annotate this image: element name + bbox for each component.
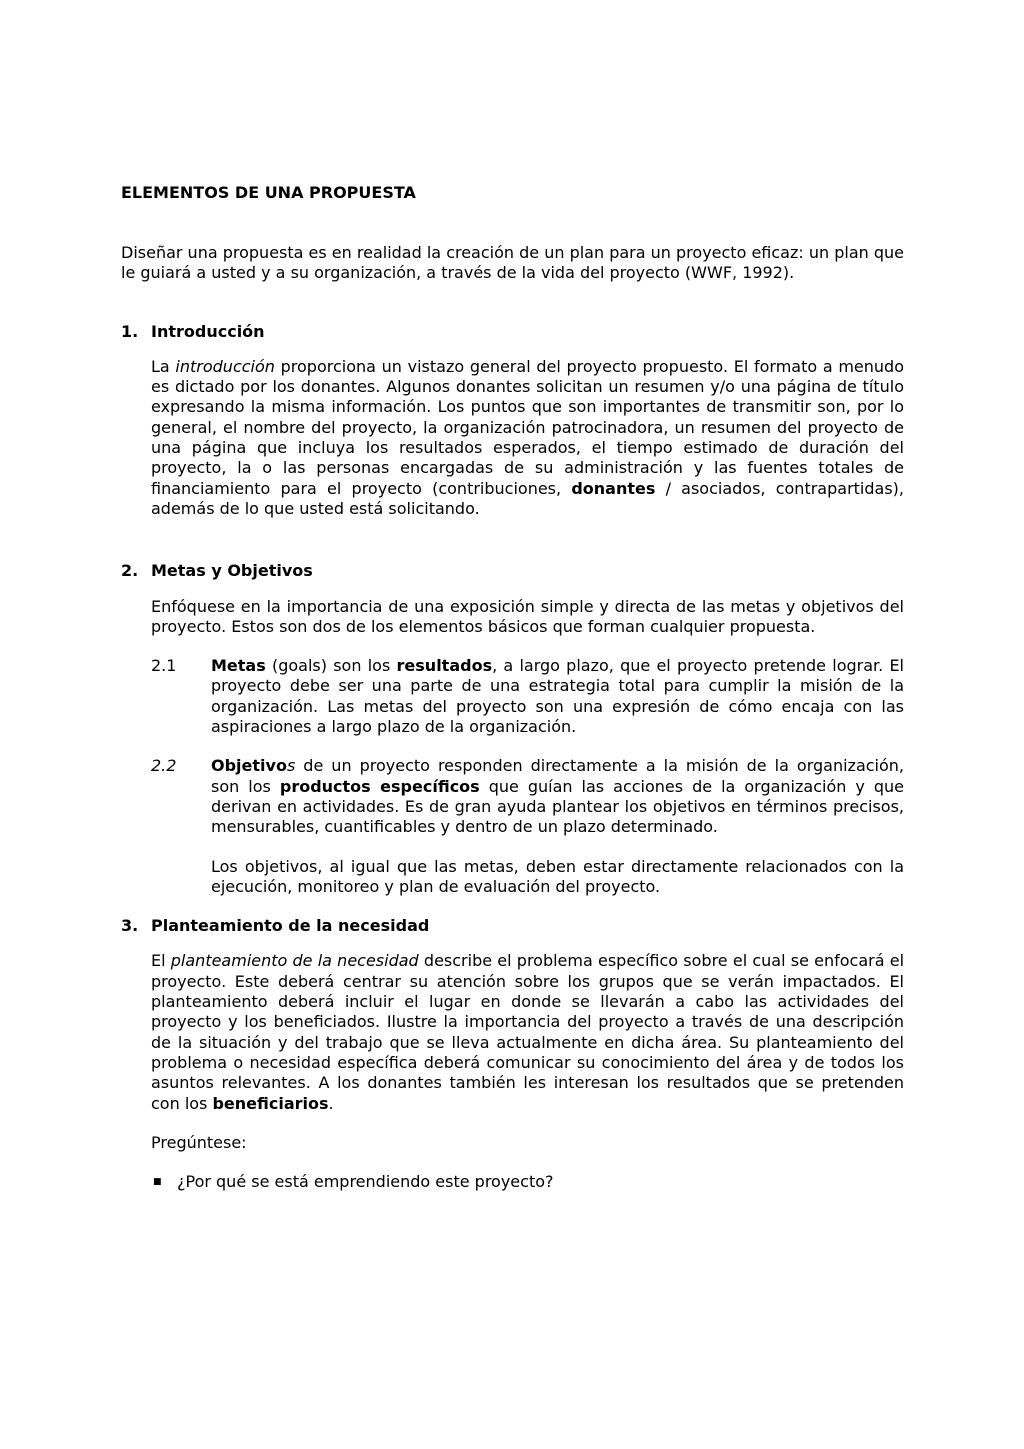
s3-text-c: . (328, 1093, 334, 1113)
section-1-title: Introducción (151, 321, 265, 341)
section-2-title: Metas y Objetivos (151, 561, 313, 581)
s22-text-b: que guían las acciones de la organización y que derivan en actividades. Es de gran ayuda plantear los objetivos en términos precisos, mensurables, cuantificables y dentro de un plazo determinado. (211, 776, 904, 837)
subsection-2-2 (151, 756, 904, 837)
subsection-2-2-paragraph (211, 756, 904, 837)
s3-bold: beneficiarios (212, 1093, 329, 1113)
section-1-heading (121, 322, 904, 342)
intro-paragraph: Diseñar una propuesta es en realidad la creación de un plan para un proyecto eficaz: un plan que le guiará a usted y a su organización, a través de la vida del proyecto (WWF, 1992). (121, 243, 904, 283)
s22-italic: s (286, 756, 296, 776)
ask-yourself-label: Pregúntese: (151, 1132, 247, 1152)
section-3-title: Planteamiento de la necesidad (151, 916, 430, 936)
section-1-paragraph (151, 357, 904, 519)
s1-bold: donantes (571, 478, 656, 498)
subsection-2-2-extra-paragraph: Los objetivos, al igual que las metas, deben estar directamente relacionados con la ejecución, monitoreo y plan de evaluación del proyecto. (211, 856, 904, 896)
subsection-2-1-paragraph (211, 656, 904, 737)
s1-text-a: La (151, 356, 176, 376)
document-title: ELEMENTOS DE UNA PROPUESTA (121, 183, 416, 202)
bullet-item (151, 1172, 904, 1192)
square-bullet-icon: ■ (153, 1177, 162, 1188)
subsection-2-1 (151, 656, 904, 737)
section-2-paragraph: Enfóquese en la importancia de una exposición simple y directa de las metas y objetivos del proyecto. Estos son dos de los elementos básicos que forman cualquier propuesta. (151, 596, 904, 636)
s1-emphasis: introducción (175, 356, 275, 376)
s22-bold-a: Objetivo (211, 756, 287, 776)
subsection-2-2-number: 2.2 (151, 756, 177, 776)
bullet-text: ¿Por qué se está emprendiendo este proyecto? (177, 1172, 554, 1192)
s3-text-b: describe el problema específico sobre el cual se enfocará el proyecto. Este deberá centrar su atención sobre los grupos que se verán impactados. El planteamiento deberá incluir el lugar en donde se llevarán a cabo las actividades del proyecto y los beneficiados. Ilustre la importancia del proyecto a través de una descripción de la situación y del trabajo que se lleva actualmente en dicha área. Su planteamiento del problema o necesidad específica deberá comunicar su conocimiento del área y de todos los asuntos relevantes. A los donantes también les interesan los resultados que se pretenden con los (151, 951, 905, 1113)
s1-text-b: proporciona un vistazo general del proyecto propuesto. El formato a menudo es dictado por los donantes. Algunos donantes solicitan un resumen y/o una página de título expresando la misma información. Los puntos que son importantes de transmitir son, por lo general, el nombre del proyecto, la organización patrocinadora, un resumen del proyecto de una página que incluya los resultados esperados, el tiempo estimado de duración del proyecto, la o las personas encargadas de su administración y las fuentes totales de financiamiento para el proyecto (contribuciones, (151, 356, 904, 498)
s21-text-a: (goals) son los (265, 656, 397, 676)
section-2-number: 2. (121, 561, 139, 581)
section-1-number: 1. (121, 321, 139, 341)
s21-text-b: , a largo plazo, que el proyecto pretende lograr. El proyecto debe ser una parte de una estrategia total para cumplir la misión de la organización. Las metas del proyecto son una expresión de cómo encaja con las aspiraciones a largo plazo de la organización. (211, 656, 904, 737)
s3-text-a: El (151, 951, 171, 971)
s1-text-c: / asociados, contrapartidas), además de lo que usted está solicitando. (151, 478, 904, 518)
s21-bold-a: Metas (211, 656, 266, 676)
section-3-number: 3. (121, 916, 139, 936)
s21-bold-b: resultados (396, 656, 493, 676)
section-3-heading (121, 916, 904, 936)
section-2-heading (121, 561, 904, 581)
subsection-2-1-number: 2.1 (151, 656, 177, 676)
s22-text-a: de un proyecto responden directamente a la misión de la organización, son los (211, 756, 904, 796)
s22-bold-b: productos específicos (279, 776, 480, 796)
s3-emphasis: planteamiento de la necesidad (170, 951, 419, 971)
section-3-paragraph (151, 951, 904, 1113)
